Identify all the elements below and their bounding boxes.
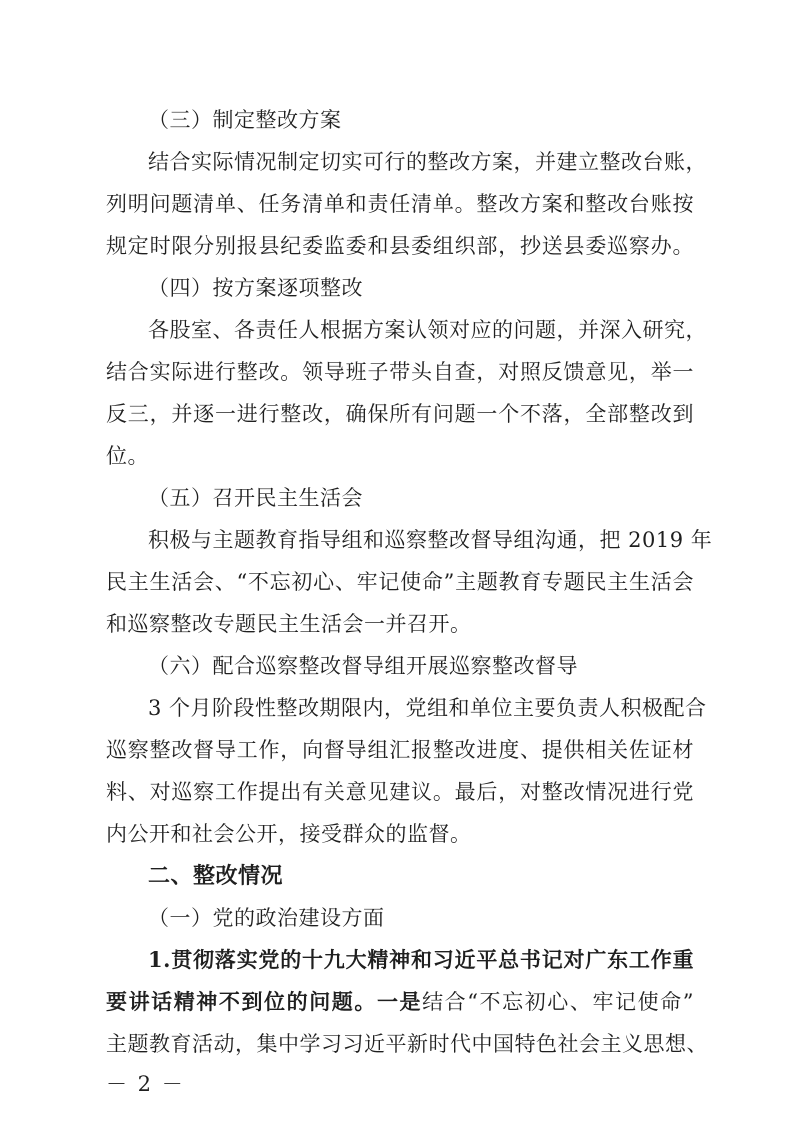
paragraph-line: 3 个月阶段性整改期限内，党组和单位主要负责人积极配合: [148, 696, 707, 720]
section-heading-4: （四）按方案逐项整改: [148, 276, 363, 300]
item-heading-line: 1.贯彻落实党的十九大精神和习近平总书记对广东工作重: [148, 947, 694, 972]
paragraph-line: 主题教育活动，集中学习习近平新时代中国特色社会主义思想、: [106, 1032, 708, 1056]
paragraph-line: 料、对巡察工作提出有关意见建议。最后，对整改情况进行党: [106, 780, 694, 804]
paragraph-text: 结合“不忘初心、牢记使命”: [422, 990, 694, 1014]
part-heading-2: 二、整改情况: [148, 863, 284, 889]
paragraph-line: 列明问题清单、任务清单和责任清单。整改方案和整改台账按: [106, 192, 694, 216]
subsection-heading-1: （一）党的政治建设方面: [148, 906, 385, 930]
paragraph-line: 反三，并逐一进行整改，确保所有问题一个不落，全部整改到: [106, 402, 694, 426]
section-heading-3: （三）制定整改方案: [148, 108, 342, 132]
paragraph-line: 内公开和社会公开，接受群众的监督。: [106, 822, 472, 846]
paragraph-line: 民主生活会、“不忘初心、牢记使命”主题教育专题民主生活会: [106, 570, 694, 594]
paragraph-line: 积极与主题教育指导组和巡察整改督导组沟通，把 2019 年: [148, 528, 713, 552]
section-heading-5: （五）召开民主生活会: [148, 486, 363, 510]
paragraph-line: 巡察整改督导工作，向督导组汇报整改进度、提供相关佐证材: [106, 738, 694, 762]
paragraph-line: 规定时限分别报县纪委监委和县委组织部，抄送县委巡察办。: [106, 234, 694, 258]
page-number: － 2 －: [106, 1072, 185, 1096]
paragraph-line: 结合实际进行整改。领导班子带头自查，对照反馈意见，举一: [106, 360, 694, 384]
item-heading-tail: 要讲话精神不到位的问题。: [106, 989, 377, 1014]
paragraph-line: 结合实际情况制定切实可行的整改方案，并建立整改台账，: [148, 150, 707, 174]
paragraph-line: 各股室、各责任人根据方案认领对应的问题，并深入研究，: [148, 318, 707, 342]
paragraph-line: 和巡察整改专题民主生活会一并召开。: [106, 612, 472, 636]
paragraph-line: 位。: [106, 444, 149, 468]
section-heading-6: （六）配合巡察整改督导组开展巡察整改督导: [148, 654, 578, 678]
paragraph-line-mixed: [106, 988, 694, 1016]
point-marker: 一是: [376, 989, 423, 1014]
